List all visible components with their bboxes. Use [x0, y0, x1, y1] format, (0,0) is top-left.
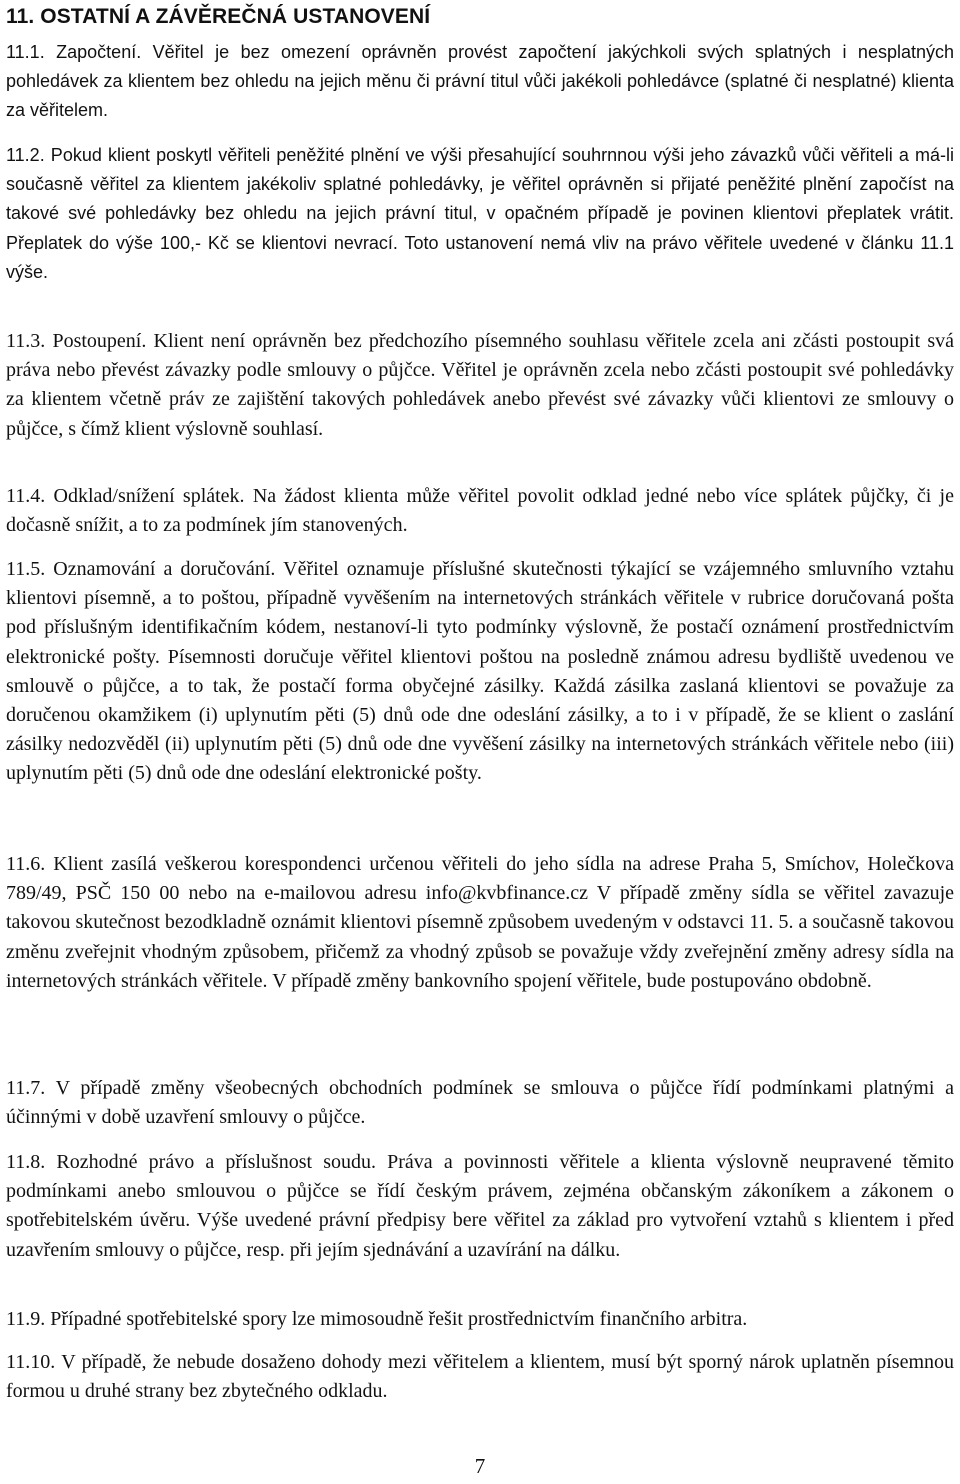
page-number: 7	[474, 1454, 486, 1478]
paragraph-11-4: 11.4. Odklad/snížení splátek. Na žádost klienta může věřitel povolit odklad jedné nebo více splátek půjčky, či je dočasně snížit, a to za podmínek jím stanovených.	[6, 485, 954, 537]
document-page	[6, 0, 954, 1484]
paragraph-11-7: 11.7. V případě změny všeobecných obchodních podmínek se smlouva o půjčce řídí podmínkami platnými a účinnými v době uzavření smlouvy o půjčce.	[6, 1077, 954, 1129]
paragraph-11-3: 11.3. Postoupení. Klient není oprávněn bez předchozího písemného souhlasu věřitele zcela ani zčásti postoupit svá práva nebo převést závazky podle smlouvy o půjčce. Věřitel je oprávněn zcela nebo zčásti postoupit své pohledávky za klientem včetně práv ze zajištění takových pohledávek anebo převést své závazky vůči klientovi ze smlouvy o půjčce, s čímž klient výslovně souhlasí.	[6, 330, 954, 440]
paragraph-11-2: 11.2. Pokud klient poskytl věřiteli peněžité plnění ve výši přesahující souhrnnou výši jeho závazků vůči věřiteli a má-li současně věřitel za klientem jakékoliv splatné pohledávky, je věřitel oprávněn si přijaté peněžité plnění započíst na takové své pohledávky bez ohledu na jejich právní titul, v opačném případě je povinen klientovi přeplatek vrátit. Přeplatek do výše 100,- Kč se klientovi nevrací. Toto ustanovení nemá vliv na právo věřitele uvedené v článku 11.1 výše.	[6, 145, 954, 282]
paragraph-11-9: 11.9. Případné spotřebitelské spory lze mimosoudně řešit prostřednictvím finančního arbitra.	[6, 1308, 748, 1330]
paragraph-11-6: 11.6. Klient zasílá veškerou korespondenci určenou věřiteli do jeho sídla na adrese Praha 5, Smíchov, Holečkova 789/49, PSČ 150 00 nebo na e-mailovou adresu info@kvbfinance.cz V případě změny sídla se věřitel zavazuje takovou skutečnost bezodkladně oznámit klientovi písemně způsobem uvedeným v odstavci 11. 5. a současně takovou změnu zveřejnit vhodným způsobem, přičemž za vhodný způsob se považuje vždy zveřejnění změny adresy sídla na internetových stránkách věřitele. V případě změny bankovního spojení věřitele, bude postupováno obdobně.	[6, 853, 954, 992]
section-title: 11. OSTATNÍ A ZÁVĚREČNÁ USTANOVENÍ	[6, 5, 431, 28]
paragraph-11-1: 11.1. Započtení. Věřitel je bez omezení oprávněn provést započtení jakýchkoli svých splatných i nesplatných pohledávek za klientem bez ohledu na jejich měnu či právní titul vůči jakékoli pohledávce (splatné či nesplatné) klienta za věřitelem.	[6, 42, 954, 121]
paragraph-11-10: 11.10. V případě, že nebude dosaženo dohody mezi věřitelem a klientem, musí být sporný nárok uplatněn písemnou formou u druhé strany bez zbytečného odkladu.	[6, 1351, 954, 1403]
paragraph-11-8: 11.8. Rozhodné právo a příslušnost soudu. Práva a povinnosti věřitele a klienta výslovně neupravené těmito podmínkami anebo smlouvou o půjčce se řídí českým právem, zejména občanským zákoníkem a zákonem o spotřebitelském úvěru. Výše uvedené právní předpisy bere věřitel za základ pro vytvoření vztahů s klientem i před uzavřením smlouvy o půjčce, resp. při jejím sjednávání a uzavírání na dálku.	[6, 1151, 954, 1261]
paragraph-11-5: 11.5. Oznamování a doručování. Věřitel oznamuje příslušné skutečnosti týkající se vzájemného smluvního vztahu klientovi písemně, a to poštou, případně vyvěšením na internetových stránkách věřitele v rubrice doručovaná pošta pod příslušným identifikačním kódem, nestanoví-li tyto podmínky výslovně, že postačí oznámení prostřednictvím elektronické pošty. Písemnosti doručuje věřitel klientovi poštou na posledně známou adresu bydliště uvedenou ve smlouvě o půjčce, a to tak, že postačí forma obyčejné zásilky. Každá zásilka zaslaná klientovi se považuje za doručenou okamžikem (i) uplynutím pěti (5) dnů ode dne odeslání zásilky, a to i v případě, že se klient o zaslání zásilky nedozvěděl (ii) uplynutím pěti (5) dnů ode dne vyvěšení zásilky na internetových stránkách věřitele nebo (iii) uplynutím pěti (5) dnů ode dne odeslání elektronické pošty.	[6, 558, 954, 785]
